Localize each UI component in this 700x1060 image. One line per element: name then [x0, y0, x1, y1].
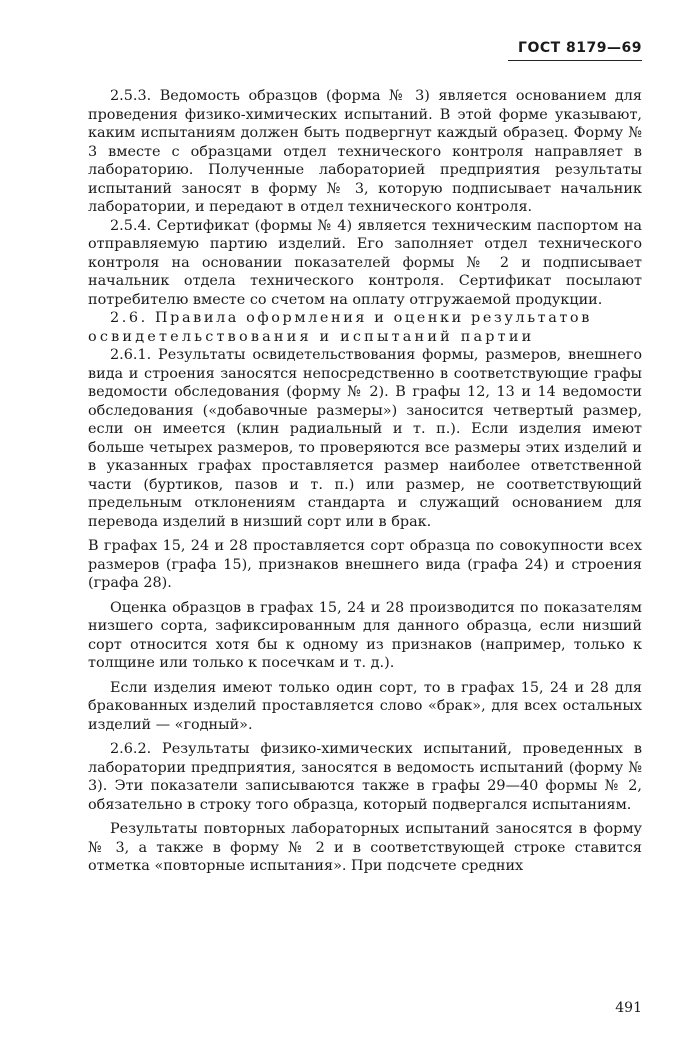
section-heading-2-6-continued: освидетельствования и испытаний партии [88, 328, 535, 345]
document-page [88, 40, 642, 876]
paragraph-single-grade: Если изделия имеют только один сорт, то в графах 15, 24 и 28 для бракованных изделий проставляется слово «брак», для всех остальных изделий — «годный». [88, 679, 642, 733]
paragraph-2-5-3: 2.5.3. Ведомость образцов (форма № 3) является основанием для проведения физико-химических испытаний. В этой форме указывают, каким испытаниям должен быть подвергнут каждый образец. Форму № 3 вместе с образцами отдел технического контроля направляет в лабораторию. Полученные лабораторией предприятия результаты испытаний заносят в форму № 3, которую подписывает начальник лаборатории, и передают в отдел технического контроля. [88, 88, 642, 215]
paragraph-grade-columns: В графах 15, 24 и 28 проставляется сорт образца по совокупности всех размеров (графа 15), признаков внешнего вида (графа 24) и строения (графа 28). [88, 538, 642, 591]
paragraph-2-6-2: 2.6.2. Результаты физико-химических испытаний, проведенных в лаборатории предприятия, заносятся в ведомость испытаний (форму № 3). Эти показатели записываются также в графы 29—40 формы № 2, обязательно в строку того образца, который подвергался испытаниям. [88, 741, 642, 813]
page-number: 491 [615, 1000, 642, 1016]
paragraph-repeat-tests: Результаты повторных лабораторных испытаний заносятся в форму № 3, а также в форму № 2 и в соответствующей строке ставится отметка «повторные испытания». При подсчете средних [88, 821, 642, 874]
paragraph-2-6-1: 2.6.1. Результаты освидетельствования формы, размеров, внешнего вида и строения заносятся непосредственно в соответствующие графы ведомости обследования (форму № 2). В графы 12, 13 и 14 ведомости обследования («добавочные размеры») заносится четвертый размер, если он имеется (клин радиальный и т. п.). Если изделия имеют больше четырех размеров, то проверяются все размеры этих изделий и в указанных графах проставляется размер наиболее ответственной части (буртиков, пазов и т. п.) или размер, не соответствующий предельным отклонениям стандарта и служащий основанием для перевода изделий в низший сорт или в брак. [88, 347, 642, 530]
section-heading-2-6: 2.6. Правила оформления и оценки результатов [110, 310, 592, 326]
standard-number-header: ГОСТ 8179—69 [508, 40, 642, 61]
paragraph-2-5-4: 2.5.4. Сертификат (формы № 4) является техническим паспортом на отправляемую партию изделий. Его заполняет отдел технического контроля на основании показателей формы № 2 и подписывает начальник отдела технического контроля. Сертификат посылают потребителю вместе со счетом на оплату отгружаемой продукции. [88, 217, 642, 308]
paragraph-grade-evaluation: Оценка образцов в графах 15, 24 и 28 производится по показателям низшего сорта, зафиксированным для данного образца, если низший сорт относится хотя бы к одному из признаков (например, только к толщине или только к посечкам и т. д.). [88, 599, 642, 671]
